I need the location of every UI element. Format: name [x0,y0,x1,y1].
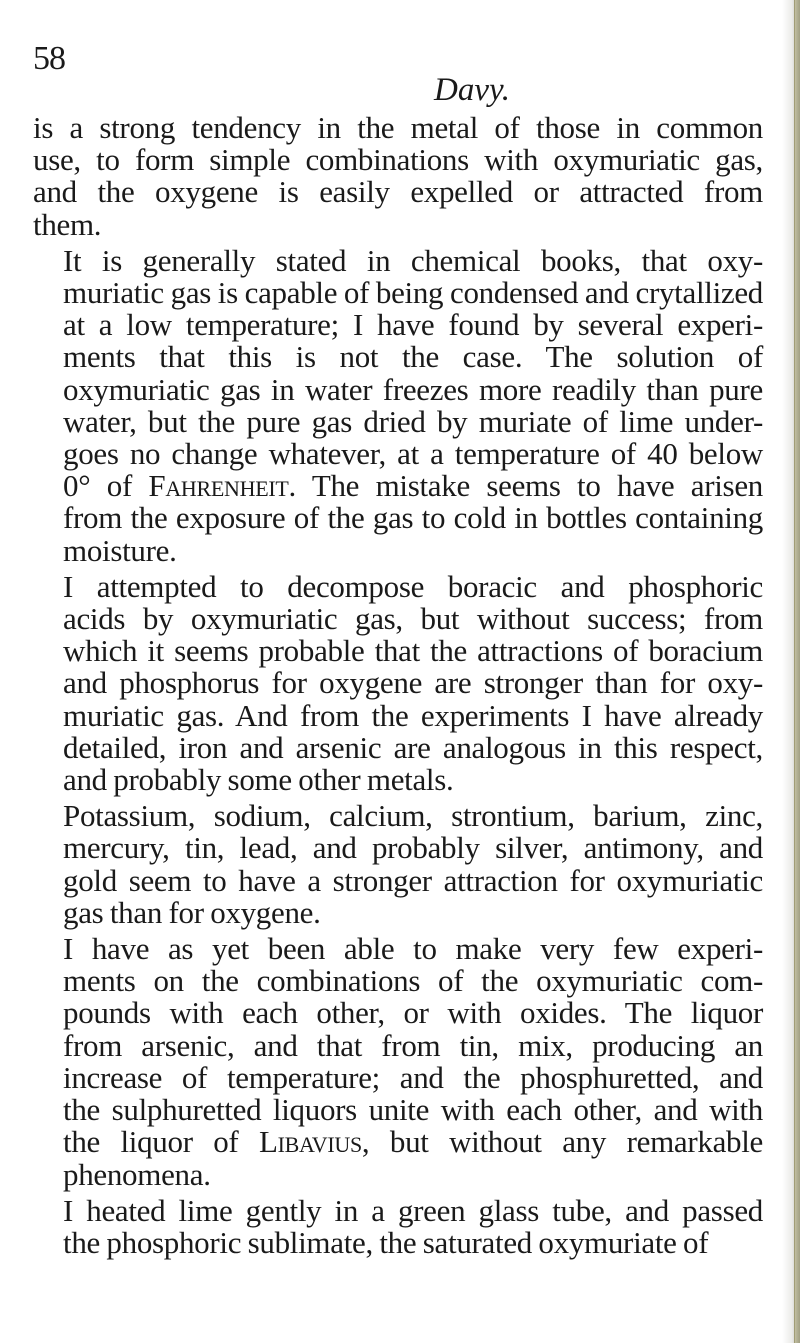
paragraph [33,568,763,798]
text-line: muriatic gas. And from the experiments I have already [63,697,763,733]
text-line: the sulphuretted liquors unite with each other, and with [63,1092,763,1128]
text-line: them. [33,206,102,242]
text-line: at a low temperature; I have found by several experi- [63,307,763,343]
text-line: and probably some other metals. [63,762,454,798]
paragraph [33,1192,763,1260]
paragraph [33,933,763,1191]
text-line: oxymuriatic gas in water freezes more readily than pure [63,371,763,407]
text-line: which it seems probable that the attractions of boracium [63,633,763,669]
page-number: 58 [33,40,65,77]
text-line: phenomena. [63,1156,211,1192]
text-line: increase of temperature; and the phosphuretted, and [63,1059,763,1095]
text-line: mercury, tin, lead, and probably silver, antimony, and [63,830,763,866]
text-line: I heated lime gently in a green glass tube, and passed [63,1192,763,1228]
text-line: and the oxygene is easily expelled or attracted from [33,174,763,210]
paragraph [33,242,763,568]
text-line: the phosphoric sublimate, the saturated oxymuriate of [63,1224,709,1260]
paragraph [33,112,763,241]
text-line: 0° of Fahrenheit. The mistake seems to have arisen [63,468,763,504]
text-line: from the exposure of the gas to cold in bottles containing [63,500,763,536]
text-line: ments on the combinations of the oxymuriatic com- [63,963,763,999]
body-text [33,112,763,1263]
text-line: Potassium, sodium, calcium, strontium, barium, zinc, [63,798,763,834]
text-line: is a strong tendency in the metal of those in common [33,110,763,145]
text-line: goes no change whatever, at a temperature of 40 below [63,436,763,472]
text-line: water, but the pure gas dried by muriate of lime under- [63,403,763,439]
paragraph [33,800,763,929]
running-head: Davy. [434,72,511,108]
text-line: muriatic gas is capable of being condensed and crytallized [63,275,763,311]
binding-shadow [782,0,800,1343]
text-line: use, to form simple combinations with oxymuriatic gas, [33,142,763,178]
text-line: detailed, iron and arsenic are analogous in this respect, [63,729,763,765]
text-line: moisture. [63,532,177,568]
text-line: and phosphorus for oxygene are stronger than for oxy- [63,665,763,701]
text-line: pounds with each other, or with oxides. The liquor [63,995,763,1031]
text-line: gold seem to have a stronger attraction for oxymuriatic [63,862,763,898]
text-line: It is generally stated in chemical books, that oxy- [63,242,763,278]
text-line: gas than for oxygene. [63,894,321,930]
text-line: acids by oxymuriatic gas, but without success; from [63,601,763,637]
text-line: I attempted to decompose boracic and phosphoric [63,568,763,604]
text-line: I have as yet been able to make very few experi- [63,931,763,967]
text-line: from arsenic, and that from tin, mix, producing an [63,1027,763,1063]
text-line: the liquor of Libavius, but without any remarkable [63,1124,763,1160]
text-line: ments that this is not the case. The solution of [63,339,763,375]
